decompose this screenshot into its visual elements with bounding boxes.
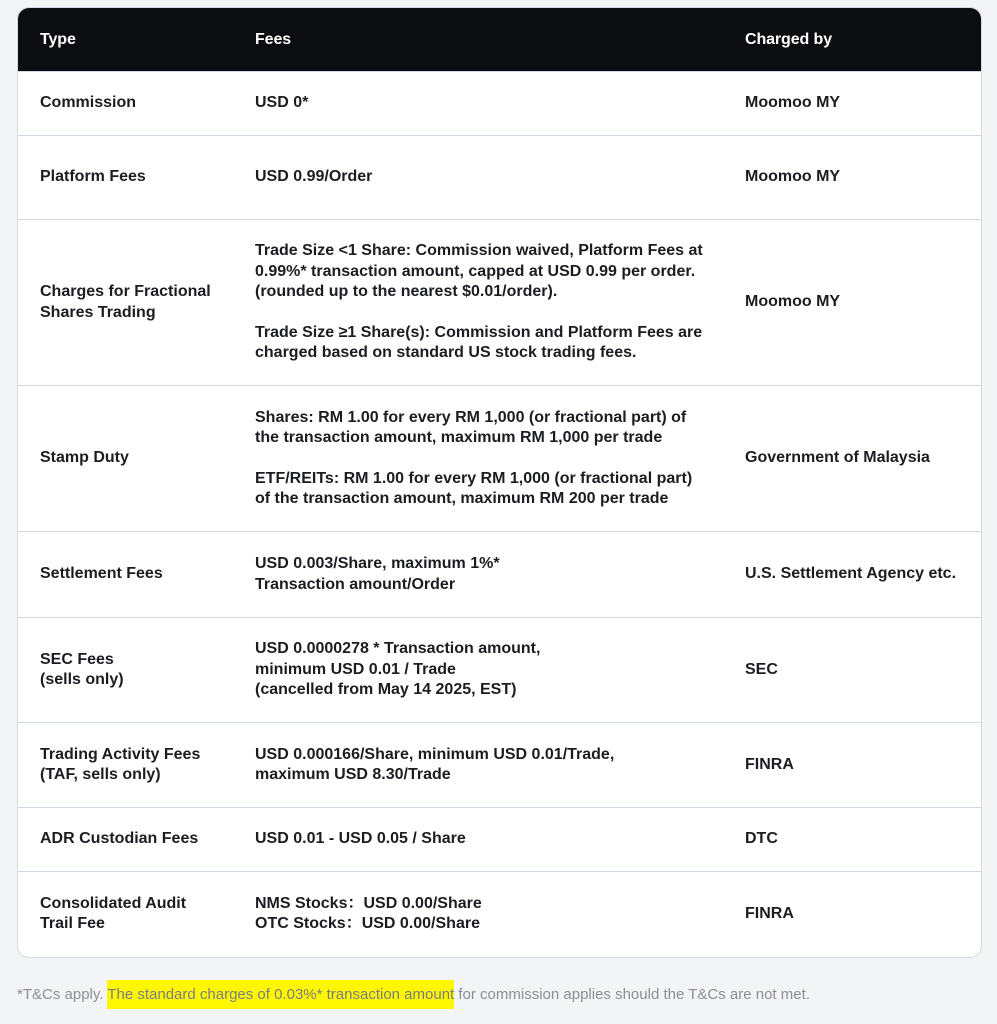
cell-charged-by: Moomoo MY — [723, 72, 981, 136]
fees-line: the transaction amount, maximum RM 1,000 per trade — [255, 429, 663, 446]
fees-table-card — [17, 7, 982, 958]
cell-type — [18, 220, 233, 386]
fees-paragraph — [255, 639, 715, 701]
table-row — [18, 72, 981, 136]
type-line: Stamp Duty — [40, 449, 129, 467]
fees-line: ETF/REITs: RM 1.00 for every RM 1,000 (or fractional part) — [255, 469, 693, 487]
cell-charged-by: Government of Malaysia — [723, 386, 981, 532]
fees-paragraph — [255, 241, 715, 303]
fees-line: of the transaction amount, maximum RM 200 per trade — [255, 490, 669, 507]
type-line: (TAF, sells only) — [40, 766, 161, 783]
footnote-prefix: *T&Cs apply. — [17, 986, 108, 1003]
cell-fees — [233, 872, 723, 957]
fees-line: (rounded up to the nearest $0.01/order). — [255, 283, 558, 301]
fees-paragraph — [255, 93, 715, 114]
type-line: Settlement Fees — [40, 565, 163, 583]
cell-charged-by: SEC — [723, 618, 981, 723]
table-row — [18, 872, 981, 957]
table-row — [18, 386, 981, 532]
cell-fees — [233, 72, 723, 136]
table-row — [18, 723, 981, 808]
type-line: Trading Activity Fees — [40, 745, 201, 763]
cell-fees — [233, 386, 723, 532]
header-charged-by: Charged by — [723, 8, 981, 72]
cell-fees — [233, 618, 723, 723]
fees-paragraph — [255, 829, 715, 850]
fees-paragraph — [255, 894, 715, 935]
table-row — [18, 136, 981, 220]
fees-line: Shares: RM 1.00 for every RM 1,000 (or fractional part) of — [255, 408, 687, 426]
cell-charged-by: U.S. Settlement Agency etc. — [723, 532, 981, 618]
table-row — [18, 618, 981, 723]
cell-fees — [233, 136, 723, 220]
cell-type — [18, 723, 233, 808]
cell-type — [18, 386, 233, 532]
fees-line: OTC Stocks：USD 0.00/Share — [255, 915, 480, 933]
cell-charged-by: Moomoo MY — [723, 136, 981, 220]
footnote — [17, 986, 810, 1003]
fees-line: USD 0.0000278 * Transaction amount, — [255, 640, 541, 658]
fees-paragraph — [255, 167, 715, 188]
type-line: Shares Trading — [40, 303, 156, 321]
fees-line: Trade Size ≥1 Share(s): Commission and Platform Fees are — [255, 323, 703, 341]
cell-fees — [233, 220, 723, 386]
cell-charged-by: FINRA — [723, 723, 981, 808]
cell-type — [18, 136, 233, 220]
cell-fees — [233, 808, 723, 872]
cell-charged-by: Moomoo MY — [723, 220, 981, 386]
table-row — [18, 808, 981, 872]
fees-line: USD 0.01 - USD 0.05 / Share — [255, 830, 466, 848]
type-line: Platform Fees — [40, 168, 146, 186]
cell-type — [18, 618, 233, 723]
fees-line: charged based on standard US stock trading fees. — [255, 344, 637, 362]
header-fees: Fees — [233, 8, 723, 72]
fees-line: Trade Size <1 Share: Commission waived, Platform Fees at — [255, 242, 703, 260]
table-row — [18, 532, 981, 618]
fees-table — [18, 8, 981, 957]
type-line: ADR Custodian Fees — [40, 830, 199, 848]
fees-paragraph — [255, 554, 715, 595]
table-header-row — [18, 8, 981, 72]
fees-paragraph — [255, 408, 715, 449]
fees-paragraph — [255, 323, 715, 364]
fees-paragraph — [255, 745, 715, 786]
fees-line: USD 0* — [255, 94, 309, 112]
cell-type — [18, 872, 233, 957]
fees-line: NMS Stocks：USD 0.00/Share — [255, 894, 482, 912]
header-type: Type — [18, 8, 233, 72]
cell-type — [18, 808, 233, 872]
fees-line: USD 0.99/Order — [255, 168, 373, 186]
cell-fees — [233, 532, 723, 618]
cell-type — [18, 72, 233, 136]
fees-line: Transaction amount/Order — [255, 575, 456, 593]
fees-line: 0.99%* transaction amount, capped at USD 0.99 per order. — [255, 262, 696, 280]
cell-fees — [233, 723, 723, 808]
fees-paragraph — [255, 469, 715, 510]
cell-charged-by: FINRA — [723, 872, 981, 957]
fees-line: minimum USD 0.01 / Trade — [255, 660, 456, 678]
type-line: (sells only) — [40, 671, 124, 688]
cell-type — [18, 532, 233, 618]
footnote-highlighted: The standard charges of 0.03%* transaction amount — [107, 980, 454, 1009]
table-row — [18, 220, 981, 386]
fees-line: USD 0.003/Share, maximum 1%* — [255, 555, 500, 572]
cell-charged-by: DTC — [723, 808, 981, 872]
type-line: SEC Fees — [40, 650, 114, 668]
type-line: Charges for Fractional — [40, 283, 211, 300]
fees-line: USD 0.000166/Share, minimum USD 0.01/Trade, — [255, 745, 615, 763]
footnote-suffix: for commission applies should the T&Cs are not met. — [454, 986, 810, 1003]
type-line: Trail Fee — [40, 915, 105, 933]
fees-line: (cancelled from May 14 2025, EST) — [255, 681, 517, 699]
type-line: Consolidated Audit — [40, 894, 187, 912]
fees-line: maximum USD 8.30/Trade — [255, 766, 451, 783]
type-line: Commission — [40, 94, 137, 112]
